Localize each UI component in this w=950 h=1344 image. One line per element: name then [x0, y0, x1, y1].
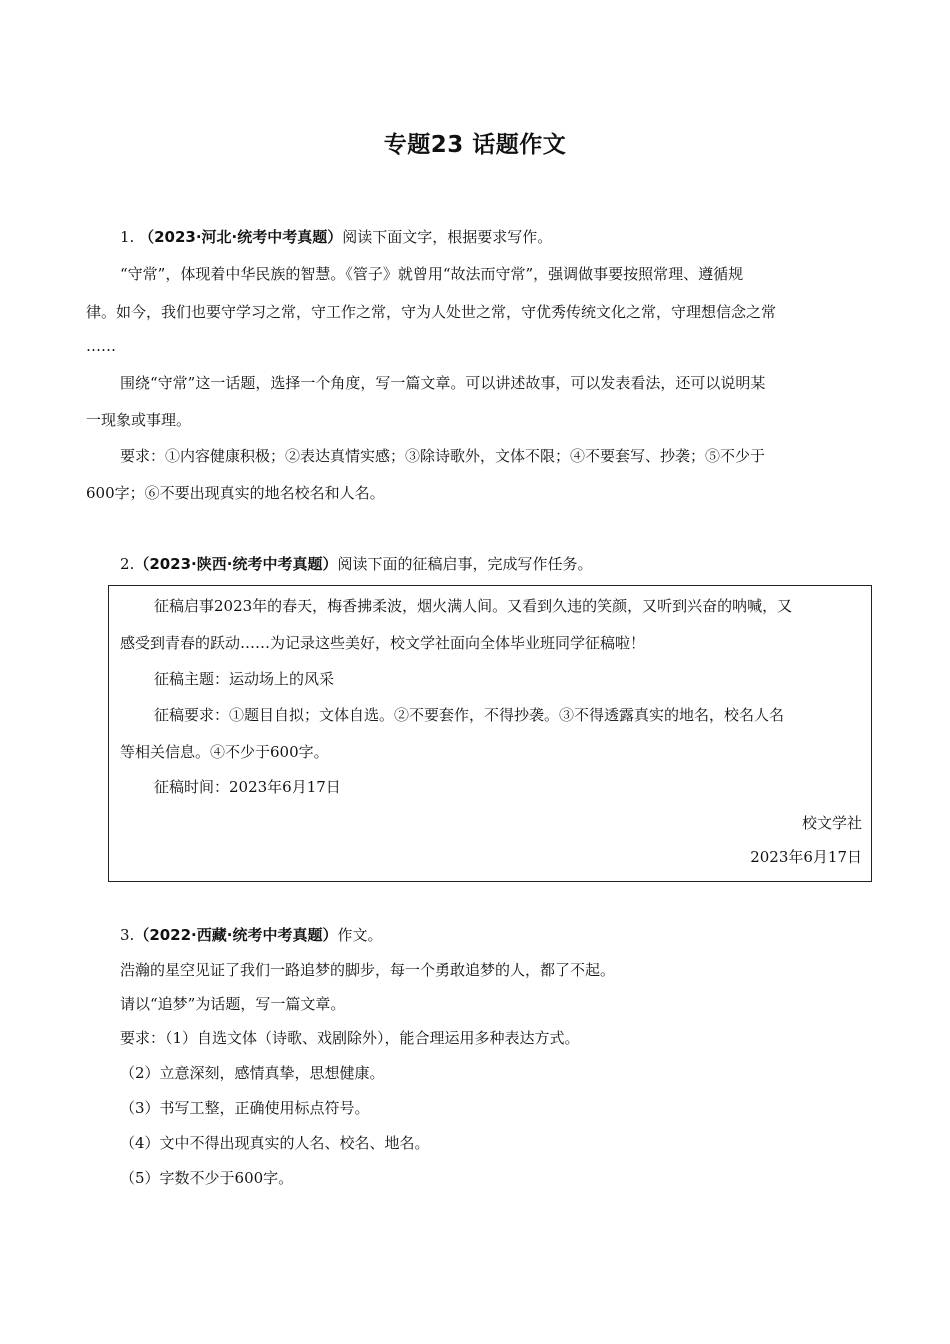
question-1-requirements-line-1: 要求：①内容健康积极；②表达真情实感；③除诗歌外，文体不限；④不要套写、抄袭；⑤不少于	[120, 447, 766, 465]
question-3-line-1: 浩瀚的星空见证了我们一路追梦的脚步，每一个勇敢追梦的人，都了不起。	[120, 961, 616, 979]
question-3-header	[120, 925, 382, 945]
question-3-number: 3.	[120, 926, 135, 944]
page-title: 专题23 话题作文	[383, 132, 567, 158]
question-2-source: （2023·陕西·统考中考真题）	[134, 555, 338, 573]
notice-line-2: 感受到青春的跃动……为记录这些美好，校文学社面向全体毕业班同学征稿啦！	[120, 634, 646, 652]
notice-line-1: 征稿启事2023年的春天，梅香拂柔波，烟火满人间。又看到久违的笑颜，又听到兴奋的呐喊，又	[154, 597, 793, 615]
question-1-prompt: 阅读下面文字，根据要求写作。	[342, 228, 553, 246]
question-1-requirements-line-2: 600字；⑥不要出现真实的地名校名和人名。	[86, 484, 385, 502]
question-1-number: 1.	[120, 228, 135, 246]
question-1-paragraph-1-line-2: 律。如今，我们也要守学习之常，守工作之常，守为人处世之常，守优秀传统文化之常，守理想信念之常	[86, 303, 777, 321]
question-3-requirement-1: 要求：（1）自选文体（诗歌、戏剧除外），能合理运用多种表达方式。	[120, 1029, 580, 1047]
notice-theme: 征稿主题：运动场上的风采	[154, 670, 335, 688]
notice-date: 2023年6月17日	[750, 848, 862, 866]
question-3-requirement-3: （3）书写工整，正确使用标点符号。	[120, 1099, 370, 1117]
question-1-header	[120, 227, 552, 247]
question-3-requirement-4: （4）文中不得出现真实的人名、校名、地名。	[120, 1134, 430, 1152]
question-3-prompt: 作文。	[337, 926, 383, 944]
question-1-paragraph-1-line-1: “守常”，体现着中华民族的智慧。《管子》就曾用“故法而守常”，强调做事要按照常理、遵循规	[120, 265, 744, 283]
question-1-paragraph-2-line-1: 围绕“守常”这一话题，选择一个角度，写一篇文章。可以讲述故事，可以发表看法，还可以说明某	[120, 374, 766, 392]
question-3-requirement-2: （2）立意深刻，感情真挚，思想健康。	[120, 1064, 385, 1082]
question-2-header	[120, 554, 592, 574]
notice-time: 征稿时间：2023年6月17日	[154, 778, 341, 796]
notice-requirements-line-2: 等相关信息。④不少于600字。	[120, 743, 329, 761]
question-3-source: （2022·西藏·统考中考真题）	[134, 926, 338, 944]
question-2-number: 2.	[120, 555, 135, 573]
question-2-prompt: 阅读下面的征稿启事，完成写作任务。	[337, 555, 593, 573]
question-3-requirement-5: （5）字数不少于600字。	[120, 1169, 294, 1187]
notice-requirements-line-1: 征稿要求：①题目自拟；文体自选。②不要套作，不得抄袭。③不得透露真实的地名，校名人名	[154, 706, 785, 724]
notice-box	[108, 585, 872, 882]
question-1-paragraph-2-line-2: 一现象或事理。	[86, 411, 192, 429]
question-3-line-2: 请以“追梦”为话题，写一篇文章。	[120, 995, 346, 1013]
notice-signature: 校文学社	[801, 814, 862, 832]
question-1-paragraph-1-line-3: ……	[86, 337, 116, 355]
question-1-source: （2023·河北·统考中考真题）	[139, 228, 343, 246]
